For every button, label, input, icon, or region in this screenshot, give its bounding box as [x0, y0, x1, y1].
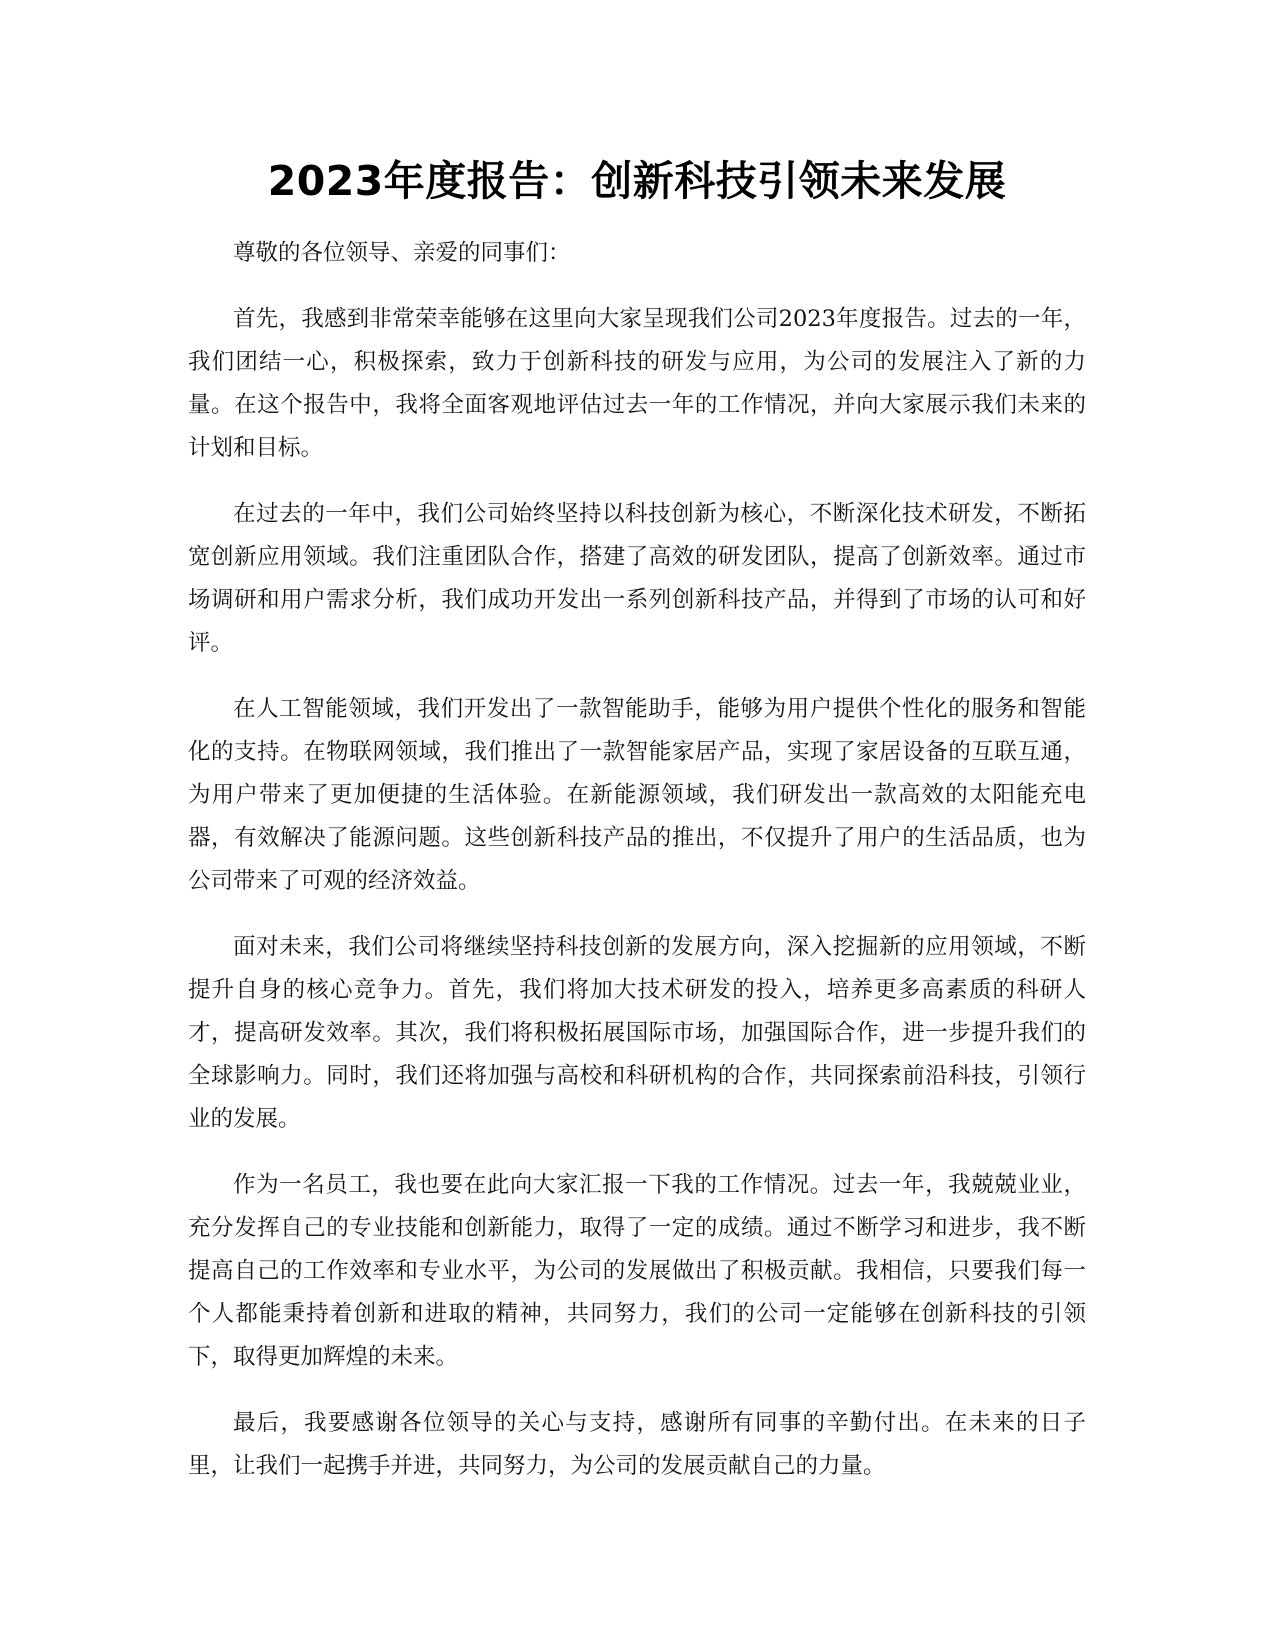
document-body — [188, 232, 1086, 1488]
paragraph-introduction: 首先，我感到非常荣幸能够在这里向大家呈现我们公司2023年度报告。过去的一年，我们团结一心，积极探索，致力于创新科技的研发与应用，为公司的发展注入了新的力量。在这个报告中，我将全面客观地评估过去一年的工作情况，并向大家展示我们未来的计划和目标。 — [188, 306, 1086, 461]
paragraph-salutation: 尊敬的各位领导、亲爱的同事们： — [233, 240, 571, 266]
paragraph-past-year-review: 在过去的一年中，我们公司始终坚持以科技创新为核心，不断深化技术研发，不断拓宽创新应用领域。我们注重团队合作，搭建了高效的研发团队，提高了创新效率。通过市场调研和用户需求分析，我们成功开发出一系列创新科技产品，并得到了市场的认可和好评。 — [188, 501, 1086, 656]
document-title: 2023年度报告：创新科技引领未来发展 — [267, 157, 1007, 205]
paragraph-personal-report: 作为一名员工，我也要在此向大家汇报一下我的工作情况。过去一年，我兢兢业业，充分发挥自己的专业技能和创新能力，取得了一定的成绩。通过不断学习和进步，我不断提高自己的工作效率和专业水平，为公司的发展做出了积极贡献。我相信，只要我们每一个人都能秉持着创新和进取的精神，共同努力，我们的公司一定能够在创新科技的引领下，取得更加辉煌的未来。 — [188, 1172, 1086, 1370]
document-content — [188, 150, 1086, 1511]
paragraph-product-achievements: 在人工智能领域，我们开发出了一款智能助手，能够为用户提供个性化的服务和智能化的支持。在物联网领域，我们推出了一款智能家居产品，实现了家居设备的互联互通，为用户带来了更加便捷的生活体验。在新能源领域，我们研发出一款高效的太阳能充电器，有效解决了能源问题。这些创新科技产品的推出，不仅提升了用户的生活品质，也为公司带来了可观的经济效益。 — [188, 696, 1086, 894]
paragraph-future-plans: 面对未来，我们公司将继续坚持科技创新的发展方向，深入挖掘新的应用领域，不断提升自身的核心竞争力。首先，我们将加大技术研发的投入，培养更多高素质的科研人才，提高研发效率。其次，我们将积极拓展国际市场，加强国际合作，进一步提升我们的全球影响力。同时，我们还将加强与高校和科研机构的合作，共同探索前沿科技，引领行业的发展。 — [188, 934, 1086, 1132]
paragraph-closing: 最后，我要感谢各位领导的关心与支持，感谢所有同事的辛勤付出。在未来的日子里，让我们一起携手并进，共同努力，为公司的发展贡献自己的力量。 — [188, 1410, 1086, 1479]
